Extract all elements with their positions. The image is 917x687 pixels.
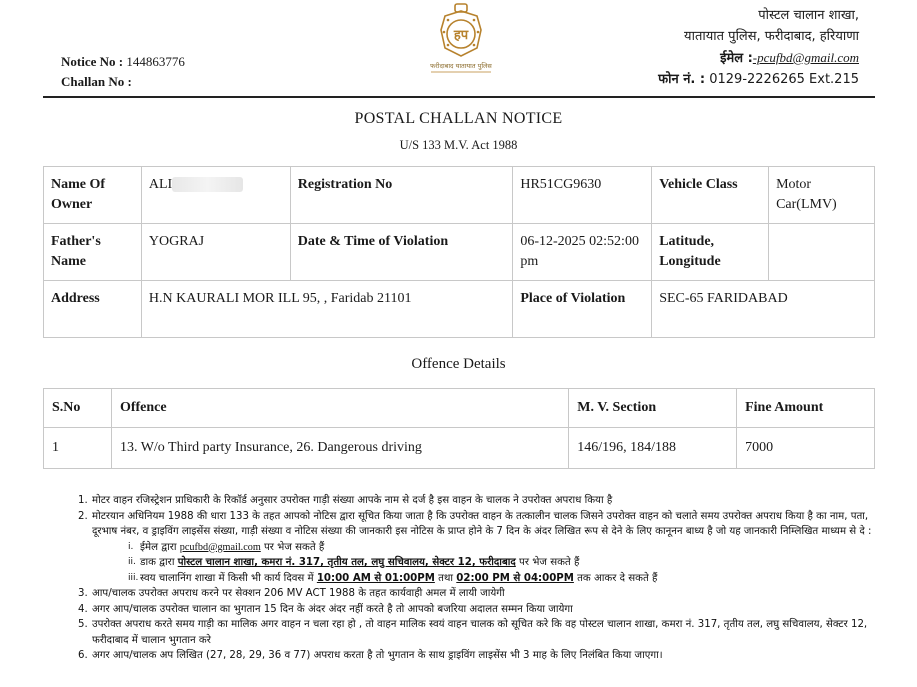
note-1: मोटर वाहन रजिस्ट्रेशन प्राधिकारी के रिकॉर्ड अनुसार उपरोक्त गाड़ी संख्या आपके नाम से दर्ज है इस वाहन के चालक ने उपरोक्त अपराध किया है bbox=[92, 495, 613, 506]
cell-fine: 7000 bbox=[737, 428, 875, 469]
address-label: Address bbox=[44, 281, 142, 338]
email-inline-link[interactable]: pcufbd@gmail.com bbox=[179, 541, 261, 553]
list-item: iii. स्वय चालानिंग शाखा में किसी भी कार्य दिवस में 10:00 AM से 01:00PM तथा 02:00 PM से 04:00PM तक आकर दे सकते हैं bbox=[128, 572, 658, 584]
owner-label: Name Of Owner bbox=[44, 167, 142, 224]
email-label: ईमेल : bbox=[720, 51, 753, 66]
office-address-block bbox=[658, 5, 859, 90]
latlong-value bbox=[769, 224, 875, 281]
latlong-label: Latitude, Longitude bbox=[652, 224, 769, 281]
note-2iii-text: स्वय चालानिंग शाखा में किसी भी कार्य दिवस में bbox=[140, 572, 317, 584]
col-section: M. V. Section bbox=[569, 389, 737, 428]
timing-morning: 10:00 AM से 01:00PM bbox=[316, 572, 435, 584]
timing-afternoon: 02:00 PM से 04:00PM bbox=[456, 572, 574, 584]
cell-sno: 1 bbox=[44, 428, 112, 469]
note-2i-tail: पर भेज सकते हैं bbox=[260, 541, 325, 553]
table-header-row bbox=[44, 389, 875, 428]
owner-value bbox=[141, 167, 290, 224]
table-row bbox=[44, 224, 875, 281]
registration-value: HR51CG9630 bbox=[513, 167, 652, 224]
table-row bbox=[44, 167, 875, 224]
notice-header-left bbox=[61, 52, 185, 92]
table-row bbox=[44, 281, 875, 338]
office-line-2: यातायात पुलिस, फरीदाबाद, हरियाणा bbox=[684, 29, 859, 44]
instructions-list bbox=[78, 493, 878, 664]
offence-table bbox=[43, 388, 875, 469]
note-3: आप/चालक उपरोक्त अपराध करने पर सेक्शन 206 MV ACT 1988 के तहत कार्यवाही अमल में लायी जायेगी bbox=[92, 588, 505, 599]
phone-label: फोन नं. : bbox=[658, 72, 706, 87]
notice-subtitle: U/S 133 M.V. Act 1988 bbox=[399, 138, 518, 152]
address-value: H.N KAURALI MOR ILL 95, , Faridab 21101 bbox=[141, 281, 512, 338]
note-5: उपरोक्त अपराध करते समय गाड़ी का मालिक अगर वाहन न चला रहा हो , तो वाहन मालिक स्वयं वाहन चालक को सूचित करे कि वह पोस्टल चालान शाखा, कमरा नं. 317, तृतीय तल, लघु सचिवालय, सेक्टर 12, फरीदाबाद में चालान भुगतान करे bbox=[92, 619, 868, 646]
col-offence: Offence bbox=[111, 389, 568, 428]
list-item: 1. मोटर वाहन रजिस्ट्रेशन प्राधिकारी के रिकॉर्ड अनुसार उपरोक्त गाड़ी संख्या आपके नाम से दर्ज है इस वाहन के चालक ने उपरोक्त अपराध किया है bbox=[78, 493, 878, 509]
phone-value: 0129-2226265 Ext.215 bbox=[709, 72, 859, 87]
note-2: मोटरयान अधिनियम 1988 की धारा 133 के तहत आपको नोटिस द्वारा सूचित किया जाता है कि उपरोक्त वाहन के तत्कालीन चालक जिसने उपरोक्त वाहन को चलाते समय उपरोक्त अपराध किया है का नाम, पता, दूरभाष नंबर, व ड्राइविंग लाइसेंस संख्या, गाड़ी संख्या व नोटिस संख्या की जानकारी इस नोटिस के प्राप्त होने के 7 दिन के अंदर लिखित रूप से देने के लिए कानूनन बाध्य है जो यह जानकारी निम्लिखित माध्यम से दे : bbox=[92, 510, 872, 537]
owner-name: ALI bbox=[148, 177, 173, 192]
list-item: 5. उपरोक्त अपराध करते समय गाड़ी का मालिक अगर वाहन न चला रहा हो , तो वाहन मालिक स्वयं वाहन चालक को सूचित करे कि वह पोस्टल चालान शाखा, कमरा नं. 317, तृतीय तल, लघु सचिवालय, सेक्टर 12, फरीदाबाद में चालान भुगतान करे bbox=[78, 617, 878, 648]
notice-no-label: Notice No : bbox=[61, 54, 124, 69]
father-value: YOGRAJ bbox=[141, 224, 290, 281]
office-line-1: पोस्टल चालान शाखा, bbox=[758, 8, 859, 23]
note-2iii-mid: तथा bbox=[434, 572, 457, 584]
header-divider bbox=[43, 96, 875, 98]
place-value: SEC-65 FARIDABAD bbox=[652, 281, 875, 338]
registration-label: Registration No bbox=[290, 167, 513, 224]
datetime-label: Date & Time of Violation bbox=[290, 224, 513, 281]
offence-section-title: Offence Details bbox=[411, 356, 506, 372]
list-item: 3. आप/चालक उपरोक्त अपराध करने पर सेक्शन 206 MV ACT 1988 के तहत कार्यवाही अमल में लायी जायेगी bbox=[78, 586, 878, 602]
table-row bbox=[44, 428, 875, 469]
postal-address: पोस्टल चालान शाखा, कमरा नं. 317, तृतीय तल, लघु सचिवालय, सेक्टर 12, फरीदाबाद bbox=[177, 557, 516, 568]
list-item: 6. अगर आप/चालक अप लिखित (27, 28, 29, 36 व 77) अपराध करता है तो भुगतान के साथ ड्राइविंग लाइसेंस भी 3 माह के लिए निलंबित किया जाएगा। bbox=[78, 648, 878, 664]
challan-no-label: Challan No : bbox=[61, 74, 132, 89]
vehicle-class-value: Motor Car(LMV) bbox=[769, 167, 875, 224]
list-item: i. ईमेल द्वारा pcufbd@gmail.com पर भेज सकते हैं bbox=[128, 541, 325, 553]
list-item: 2. मोटरयान अधिनियम 1988 की धारा 133 के तहत आपको नोटिस द्वारा सूचित किया जाता है कि उपरोक्त वाहन के तत्कालीन चालक जिसने उपरोक्त वाहन को चलाते समय उपरोक्त अपराध किया है का नाम, पता, दूरभाष नंबर, व ड्राइविंग लाइसेंस संख्या, गाड़ी संख्या व नोटिस संख्या की जानकारी इस नोटिस के प्राप्त होने के 7 दिन के अंदर लिखित रूप से देने के लिए कानूनन बाध्य है जो यह जानकारी निम्लिखित माध्यम से दे : bbox=[78, 509, 878, 540]
emblem-caption: फरीदाबाद यातायात पुलिस bbox=[430, 62, 492, 70]
place-label: Place of Violation bbox=[513, 281, 652, 338]
datetime-value: 06-12-2025 02:52:00 pm bbox=[513, 224, 652, 281]
email-link[interactable]: -pcufbd@gmail.com bbox=[752, 50, 859, 65]
notice-title: POSTAL CHALLAN NOTICE bbox=[354, 110, 563, 127]
note-6: अगर आप/चालक अप लिखित (27, 28, 29, 36 व 77) अपराध करता है तो भुगतान के साथ ड्राइविंग लाइसेंस भी 3 माह के लिए निलंबित किया जाएगा। bbox=[92, 650, 663, 661]
emblem-text: हप bbox=[453, 28, 469, 43]
note-4: अगर आप/चालक उपरोक्त चालान का भुगतान 15 दिन के अंदर अंदर नहीं करते है तो आपको बजरिया अदालत सम्मन किया जायेगा bbox=[92, 603, 573, 615]
note-2ii-text: डाक द्वारा bbox=[140, 557, 178, 568]
note-2iii-tail: तक आकर दे सकते हैं bbox=[573, 572, 658, 584]
note-2i-text: ईमेल द्वारा bbox=[140, 541, 180, 553]
list-item: 4. अगर आप/चालक उपरोक्त चालान का भुगतान 15 दिन के अंदर अंदर नहीं करते है तो आपको बजरिया अदालत सम्मन किया जायेगा bbox=[78, 602, 878, 618]
note-2ii-tail: पर भेज सकते हैं bbox=[515, 557, 580, 568]
col-fine: Fine Amount bbox=[737, 389, 875, 428]
faridabad-traffic-police-emblem bbox=[415, 2, 507, 80]
challan-details-table bbox=[43, 166, 875, 338]
notice-no-value: 144863776 bbox=[126, 54, 185, 69]
cell-section: 146/196, 184/188 bbox=[569, 428, 737, 469]
col-sno: S.No bbox=[44, 389, 112, 428]
list-item: ii. डाक द्वारा पोस्टल चालान शाखा, कमरा नं. 317, तृतीय तल, लघु सचिवालय, सेक्टर 12, फरीदाबाद पर भेज सकते हैं bbox=[128, 557, 580, 568]
cell-offence: 13. W/o Third party Insurance, 26. Dangerous driving bbox=[111, 428, 568, 469]
vehicle-class-label: Vehicle Class bbox=[652, 167, 769, 224]
redaction bbox=[172, 177, 243, 192]
father-label: Father's Name bbox=[44, 224, 142, 281]
